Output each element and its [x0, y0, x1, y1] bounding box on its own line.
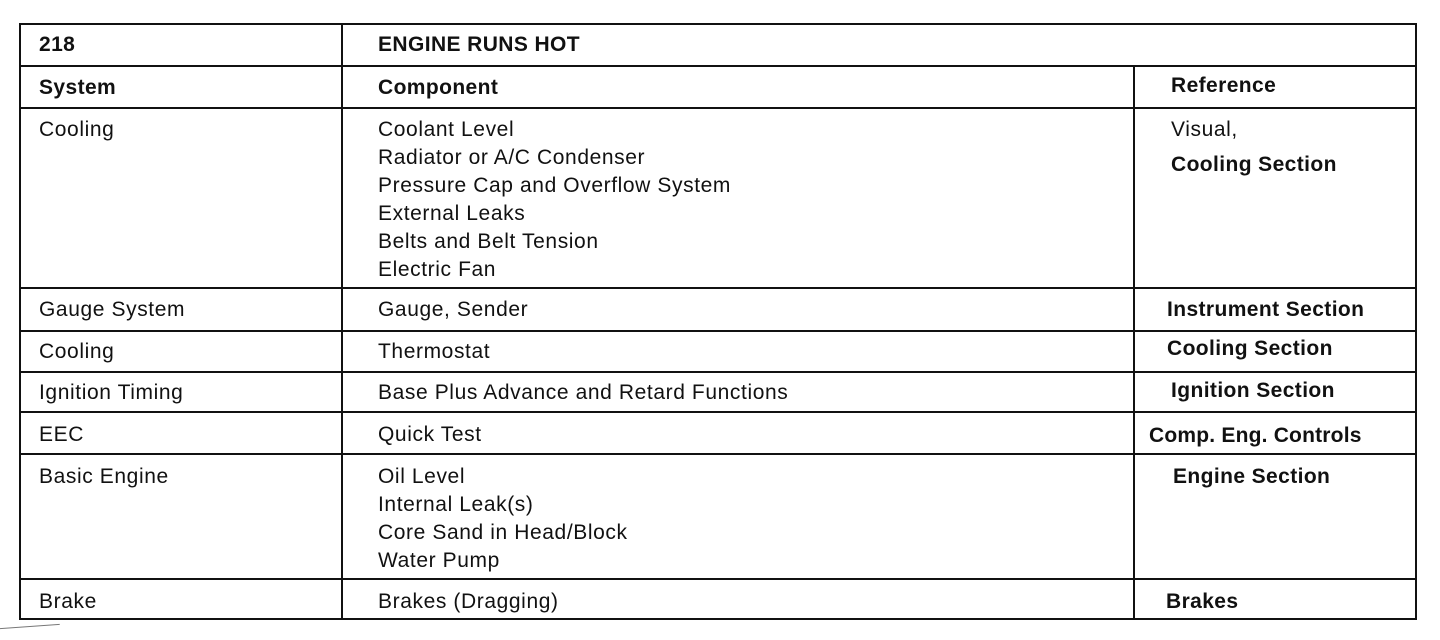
divider — [21, 65, 1415, 67]
component-item: External Leaks — [378, 202, 526, 225]
divider — [21, 371, 1415, 373]
scan-artifact — [0, 624, 60, 635]
divider — [21, 287, 1415, 289]
row-reference: Comp. Eng. Controls — [1149, 424, 1362, 447]
row-system: Ignition Timing — [39, 381, 184, 404]
component-item: Belts and Belt Tension — [378, 230, 599, 253]
component-item: Oil Level — [378, 465, 466, 488]
row-system: Gauge System — [39, 298, 186, 321]
component-item: Quick Test — [378, 423, 482, 446]
divider — [21, 578, 1415, 580]
row-reference: Brakes — [1166, 590, 1239, 613]
row-reference: Engine Section — [1173, 465, 1331, 488]
component-item: Radiator or A/C Condenser — [378, 146, 646, 169]
row-components — [378, 116, 731, 284]
row-reference: Cooling Section — [1167, 337, 1333, 360]
column-header-system: System — [39, 76, 117, 99]
component-item: Gauge, Sender — [378, 298, 529, 321]
component-item: Water Pump — [378, 549, 500, 572]
column-header-reference: Reference — [1171, 74, 1277, 97]
divider — [21, 107, 1415, 109]
component-item: Brakes (Dragging) — [378, 590, 559, 613]
row-reference: Cooling Section — [1171, 153, 1337, 176]
column-header-component: Component — [378, 76, 499, 99]
component-item: Electric Fan — [378, 258, 497, 281]
row-components — [378, 463, 628, 575]
component-item: Thermostat — [378, 340, 491, 363]
component-item: Base Plus Advance and Retard Functions — [378, 381, 789, 404]
row-system: Brake — [39, 590, 97, 613]
component-item: Internal Leak(s) — [378, 493, 534, 516]
diagnostic-table — [19, 23, 1417, 620]
divider — [21, 330, 1415, 332]
problem-title: ENGINE RUNS HOT — [378, 33, 581, 56]
row-reference: Visual, — [1171, 118, 1238, 141]
component-item: Coolant Level — [378, 118, 515, 141]
row-reference: Instrument Section — [1167, 298, 1365, 321]
row-system: Cooling — [39, 118, 115, 141]
row-system: Basic Engine — [39, 465, 169, 488]
problem-code: 218 — [39, 33, 76, 56]
divider — [21, 453, 1415, 455]
component-item: Core Sand in Head/Block — [378, 521, 628, 544]
divider — [21, 411, 1415, 413]
row-reference: Ignition Section — [1171, 379, 1335, 402]
component-item: Pressure Cap and Overflow System — [378, 174, 731, 197]
row-system: Cooling — [39, 340, 115, 363]
divider — [341, 25, 343, 618]
divider — [1133, 65, 1135, 618]
row-system: EEC — [39, 423, 84, 446]
